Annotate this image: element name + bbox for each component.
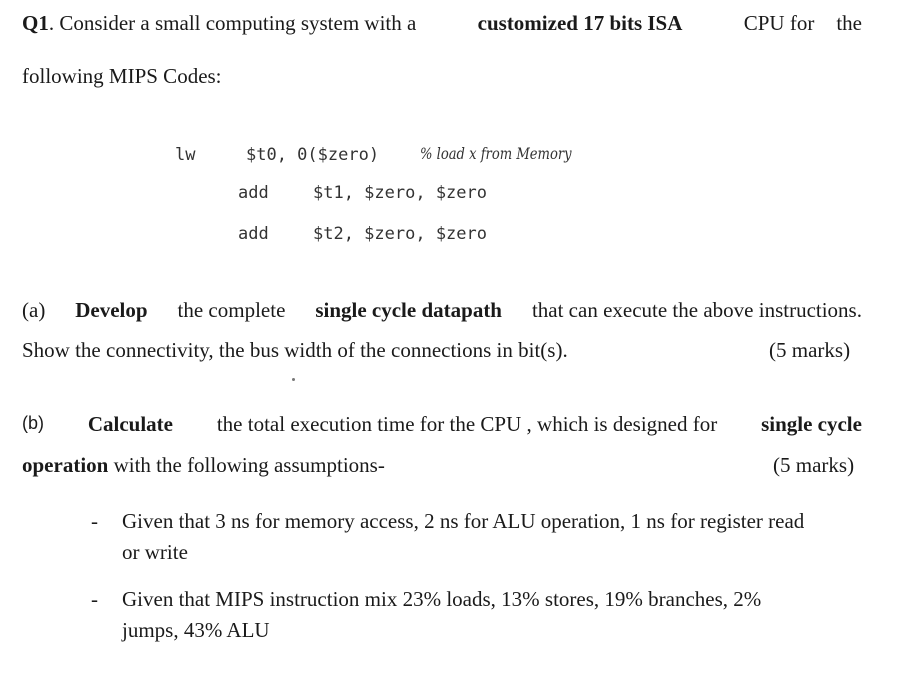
part-a-text-1: the complete — [177, 298, 286, 322]
part-a-marks: (5 marks) — [769, 338, 851, 362]
part-b-text-2: with the following assumptions- — [113, 453, 385, 477]
code-op-1: lw — [175, 145, 196, 165]
part-a-line-1 — [22, 300, 862, 321]
part-b-calculate: Calculate — [87, 412, 173, 436]
assumption-1-line-2: or write — [122, 540, 188, 564]
question-isa-bold: customized 17 bits ISA — [477, 11, 683, 35]
stray-dot — [292, 378, 295, 381]
question-line-1 — [22, 13, 862, 34]
assumption-2-line-1: Given that MIPS instruction mix 23% loads, 13% stores, 19% branches, 2% — [122, 587, 762, 611]
question-intro-the: the — [836, 11, 862, 35]
part-a-bold: single cycle datapath — [315, 298, 502, 322]
code-args-2: $t1, $zero, $zero — [313, 183, 487, 203]
assumption-2-dash: - — [91, 587, 98, 611]
question-number: Q1 — [22, 11, 49, 35]
assumption-2-line-2: jumps, 43% ALU — [122, 618, 270, 642]
code-comment-1: % load x from Memory — [420, 144, 572, 163]
code-args-1: $t0, 0($zero) — [246, 145, 380, 165]
part-b-text-1: the total execution time for the CPU , which is designed for — [216, 412, 718, 436]
part-a-develop: Develop — [75, 298, 148, 322]
part-b-label: (b) — [22, 413, 44, 433]
part-b-line-2 — [22, 455, 385, 476]
code-op-2: add — [238, 183, 269, 203]
part-b-line-1 — [22, 414, 862, 435]
part-b-bold-2: operation — [22, 453, 109, 477]
part-a-line-2: Show the connectivity, the bus width of the connections in bit(s). — [22, 338, 568, 362]
code-op-3: add — [238, 224, 269, 244]
part-a-label: (a) — [22, 298, 46, 322]
question-intro-text: . Consider a small computing system with a — [48, 11, 417, 35]
question-intro-cpu: CPU for — [743, 11, 815, 35]
code-args-3: $t2, $zero, $zero — [313, 224, 487, 244]
part-b-bold-1: single cycle — [761, 412, 862, 436]
assumption-1-line-1: Given that 3 ns for memory access, 2 ns for ALU operation, 1 ns for register read — [122, 509, 805, 533]
part-a-text-2: that can execute the above instructions. — [531, 298, 862, 322]
question-line-2: following MIPS Codes: — [22, 64, 222, 88]
part-b-marks: (5 marks) — [773, 453, 855, 477]
assumption-1-dash: - — [91, 509, 98, 533]
